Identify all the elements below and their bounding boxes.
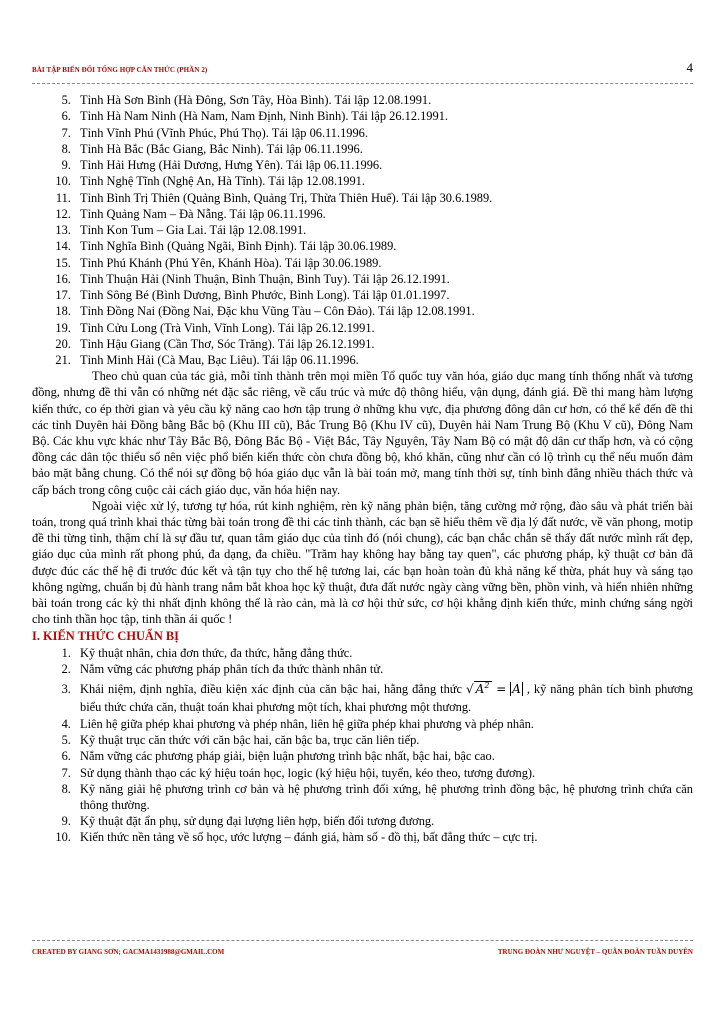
list-item: 10. Kiến thức nền tảng về số học, ước lượng – đánh giá, hàm số - đồ thị, bất đẳng thức – cực trị. [74,829,693,845]
list-item: 7. Sử dụng thành thạo các ký hiệu toán học, logic (ký hiệu hội, tuyển, kéo theo, tương đương). [74,765,693,781]
item-text-before: Khái niệm, định nghĩa, điều kiện xác định của căn bậc hai, hằng đẳng thức [80,681,463,696]
header-rule [32,83,693,84]
list-item-formula [74,677,693,716]
section-heading: I. KIẾN THỨC CHUẨN BỊ [32,628,179,643]
footer-author: CREATED BY GIANG SƠN; GACMA1431988@GMAIL.COM [32,948,225,956]
list-item: 1. Kỹ thuật nhân, chia đơn thức, đa thức, hằng đẳng thức. [74,645,693,661]
item-text-after: , kỹ năng phân tích bình phương biểu thức chứa căn, thuật toán khai phương một tích, khai phương một thương. [80,681,693,714]
list-item: 20. Tỉnh Hậu Giang (Cần Thơ, Sóc Trăng). Tái lập 26.12.1991. [74,336,693,352]
list-item: 8. Kỹ năng giải hệ phương trình cơ bản và hệ phương trình đối xứng, hệ phương trình đồng bậc, hệ phương trình chứa căn thông thường. [74,781,693,813]
knowledge-list [32,645,693,846]
list-item: 4. Liên hệ giữa phép khai phương và phép nhân, liên hệ giữa phép khai phương và phép nhân. [74,716,693,732]
list-item: 7. Tỉnh Vĩnh Phú (Vĩnh Phúc, Phú Thọ). Tái lập 06.11.1996. [74,125,693,141]
document-body [32,92,693,846]
list-item: 21. Tỉnh Minh Hải (Cà Mau, Bạc Liêu). Tái lập 06.11.1996. [74,352,693,368]
abs-value-symbol: A [512,681,521,696]
radical-identity-formula: √ $A^2 = A$ [466,680,521,696]
list-item: 17. Tỉnh Sông Bé (Bình Dương, Bình Phước, Bình Long). Tái lập 01.01.1997. [74,287,693,303]
list-item: 9. Kỹ thuật đặt ẩn phụ, sử dụng đại lượng liên hợp, biến đổi tương đương. [74,813,693,829]
list-item: 12. Tỉnh Quảng Nam – Đà Nẵng. Tái lập 06.11.1996. [74,206,693,222]
list-item: 2. Nắm vững các phương pháp phân tích đa thức thành nhân tử. [74,661,693,677]
radical-body [474,681,493,696]
list-item: 8. Tỉnh Hà Bắc (Bắc Giang, Bắc Ninh). Tái lập 06.11.1996. [74,141,693,157]
list-item: 5. Tỉnh Hà Sơn Bình (Hà Đông, Sơn Tây, Hòa Bình). Tái lập 12.08.1991. [74,92,693,108]
exponent: 2 [484,680,490,690]
absolute-value [510,682,523,696]
list-item: 14. Tỉnh Nghĩa Bình (Quảng Ngãi, Bình Định). Tái lập 30.06.1989. [74,238,693,254]
paragraph-author-view: Theo chủ quan của tác giả, mỗi tỉnh thành trên mọi miền Tổ quốc tuy văn hóa, giáo dục mang tính thống nhất và tương đồng, nhưng đề thi vẫn có những nét đặc sắc riêng, về cấu trúc và mức độ thông hiểu, vận dụng, đánh giá. Đề thi mang hàm lượng kiến thức, co ép thời gian và yêu cầu kỹ năng cao hơn tập trung ở những khu vực, địa phương đông dân cư hơn, có thể kể đến đề thi các tỉnh Duyên hải Đồng bằng Bắc bộ (Khu III cũ), Bắc Trung Bộ (Khu IV cũ), Duyên hải Nam Trung Bộ (Khu V cũ), Đông Nam Bộ. Các khu vực khác như Tây Bắc Bộ, Đông Bắc Bộ - Việt Bắc, Tây Nguyên, Tây Nam Bộ có mật độ dân cư thấp hơn, và có cộng đồng các dân tộc thiểu số nên việc phổ biến kiến thức còn chưa đồng bộ, khó khăn, cũng như cần có lộ trình cụ thể nếu muốn đảm bảo mặt bằng chung. Có thể nói sự đồng bộ hóa giáo dục vẫn là bài toán mở, mang tính thời sự, tính bình đẳng nhiều thách thức và cấp bách trong công cuộc cải cách giáo dục, văn hóa hiện nay. [32,369,693,497]
header-title: BÀI TẬP BIẾN ĐỔI TỔNG HỢP CĂN THỨC (PHẦN 2) [32,66,208,74]
list-item: 10. Tỉnh Nghệ Tĩnh (Nghệ An, Hà Tĩnh). Tái lập 12.08.1991. [74,173,693,189]
province-list [32,92,693,368]
list-item: 18. Tỉnh Đồng Nai (Đồng Nai, Đặc khu Vũng Tàu – Côn Đảo). Tái lập 12.08.1991. [74,303,693,319]
list-item: 6. Nắm vững các phương pháp giải, biện luận phương trình bậc nhất, bậc hai, bậc cao. [74,748,693,764]
list-item: 9. Tỉnh Hải Hưng (Hải Dương, Hưng Yên). Tái lập 06.11.1996. [74,157,693,173]
page-number: 4 [686,60,693,75]
list-item: 5. Kỹ thuật trục căn thức với căn bậc hai, căn bậc ba, trục căn liên tiếp. [74,732,693,748]
equals-sign: = [496,681,507,696]
list-item: 19. Tỉnh Cửu Long (Trà Vinh, Vĩnh Long). Tái lập 26.12.1991. [74,320,693,336]
list-item: 15. Tỉnh Phú Khánh (Phú Yên, Khánh Hòa). Tái lập 30.06.1989. [74,255,693,271]
list-item: 11. Tỉnh Bình Trị Thiên (Quảng Bình, Quảng Trị, Thừa Thiên Huế). Tái lập 30.6.1989. [74,190,693,206]
list-item: 16. Tỉnh Thuận Hải (Ninh Thuận, Bình Thuận, Bình Tuy). Tái lập 26.12.1991. [74,271,693,287]
footer-rule [32,940,693,941]
list-item: 6. Tỉnh Hà Nam Ninh (Hà Nam, Nam Định, Ninh Bình). Tái lập 26.12.1991. [74,108,693,124]
page-header [32,60,693,84]
footer-unit: TRUNG ĐOÀN NHƯ NGUYỆT – QUÂN ĐOÀN TUẦN DUYÊN [497,948,693,956]
paragraph-practice: Ngoài việc xử lý, tương tự hóa, rút kinh nghiệm, rèn kỹ năng phản biện, tăng cường mở rộng, đào sâu và phát triển bài toán, trong quá trình khai thác từng bài toán trong đề thi các tỉnh thành, các bạn sẽ hiểu thêm về địa lý đất nước, về văn phong, motip đề thi từng tỉnh, thậm chí là sự đầu tư, quan tâm giáo dục của tỉnh đó (nói chung), các bạn chắc chắn sẽ thấy đất nước mình rất đẹp, giáo dục của mình rất phong phú, đa dạng, đa chiều. "Trăm hay không hay bằng tay quen", các phương pháp, kỹ thuật cơ bản đã được đúc các thế hệ đi trước đúc kết và tận tụy cho thế hệ tương lai, các bạn hoàn toàn đủ khả năng kế thừa, phát huy và sáng tạo không ngừng, chuẩn bị đủ hành trang nắm bắt khoa học kỹ thuật, đưa đất nước ngày càng vững bền, phồn vinh, và hiển nhiên những bài toán trong các kỳ thi nhất định không thể là rào cản, mà là cơ hội thử sức, cơ hội khẳng định kiến thức, minh chứng sáng ngời cho tinh thần học tập, tinh thần ái quốc ! [32,498,693,627]
radicand: A [475,681,485,696]
list-item: 13. Tỉnh Kon Tum – Gia Lai. Tái lập 12.08.1991. [74,222,693,238]
